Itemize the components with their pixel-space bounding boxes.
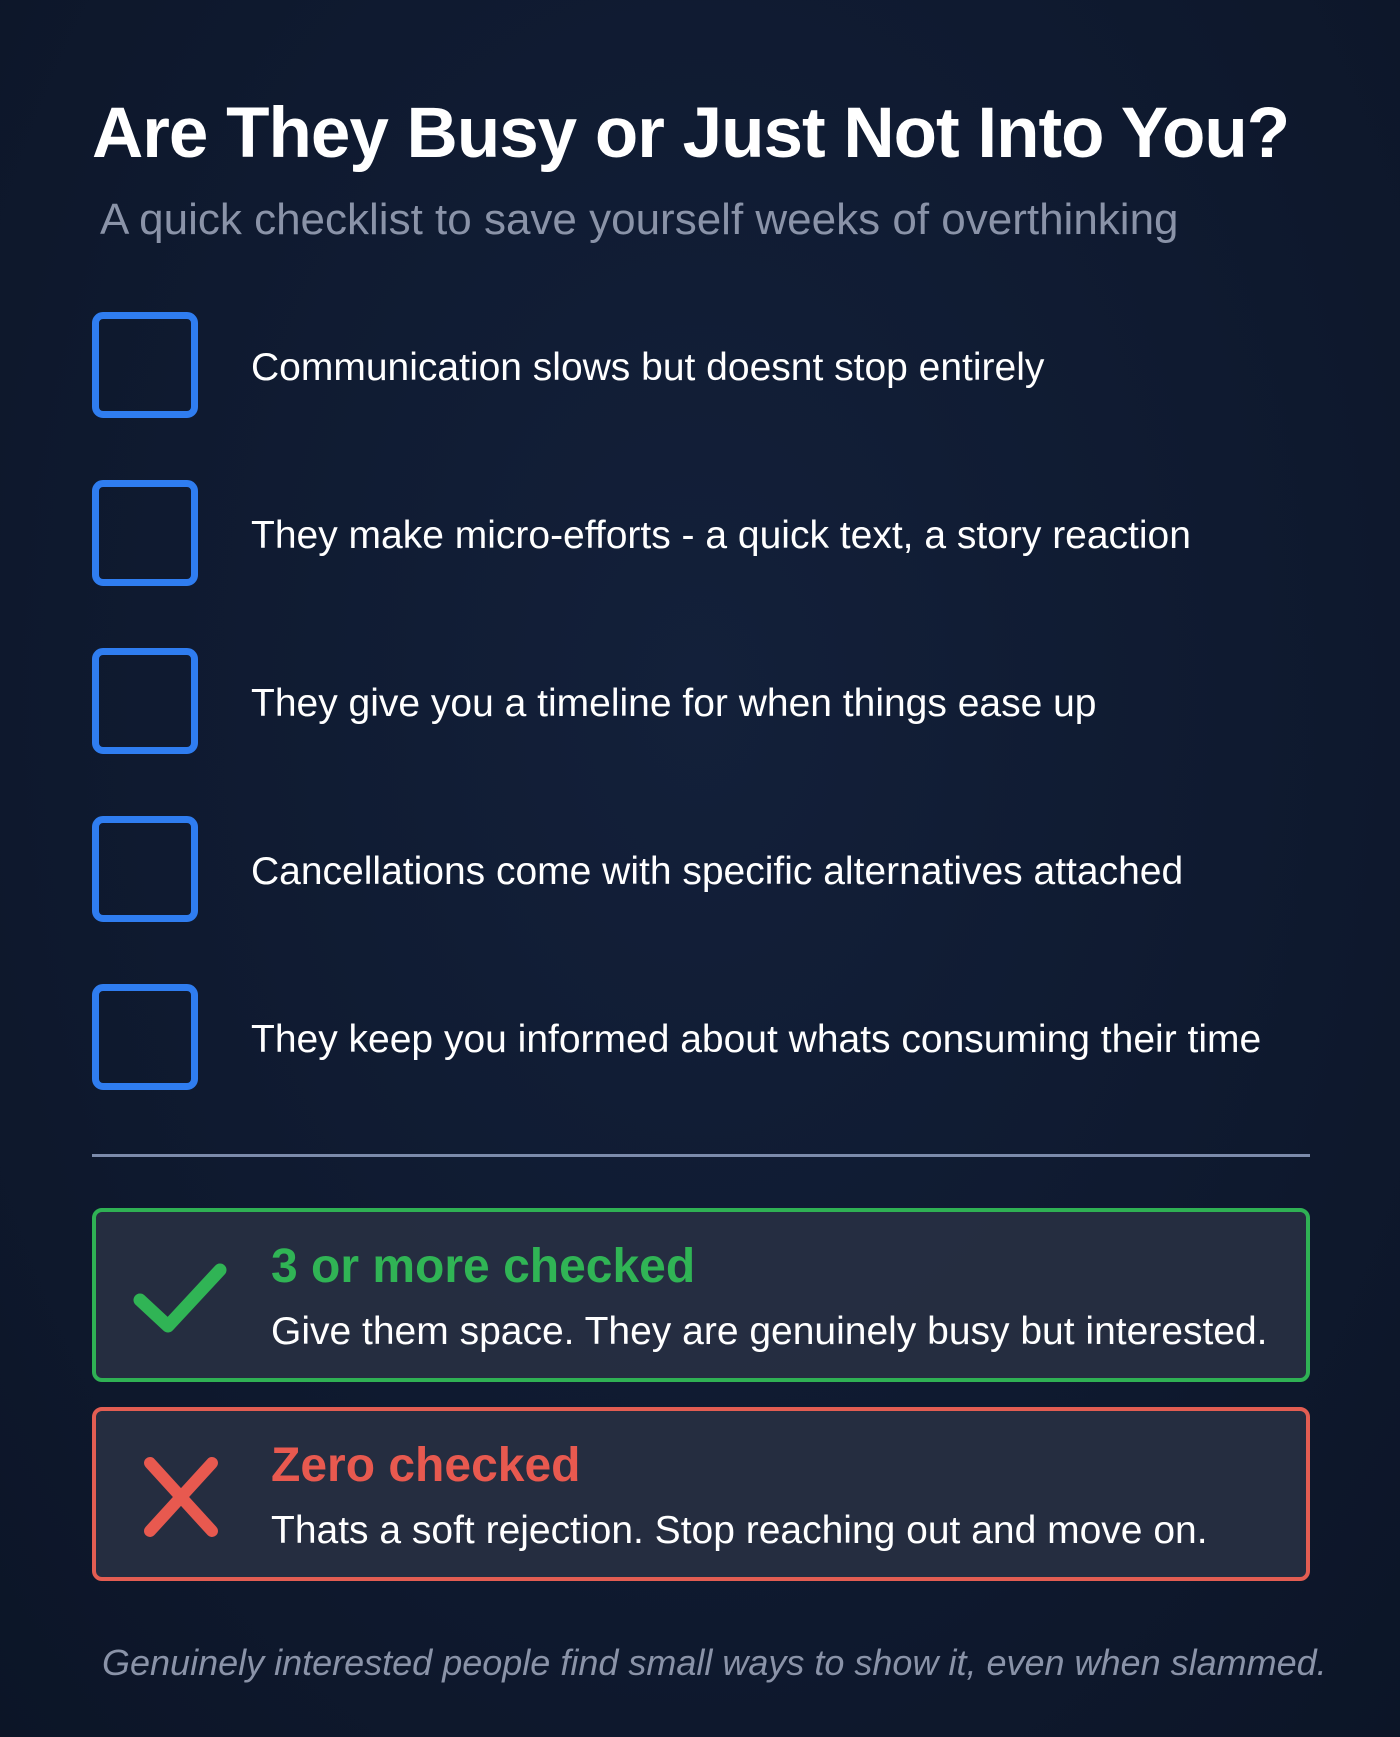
checkbox[interactable] [92, 816, 198, 922]
result-text: Give them space. They are genuinely busy but interested. [271, 1310, 1268, 1353]
x-icon [132, 1455, 228, 1539]
page-subtitle: A quick checklist to save yourself weeks of overthinking [100, 195, 1179, 244]
checkbox[interactable] [92, 312, 198, 418]
checklist-item-label: They give you a timeline for when things ease up [251, 682, 1097, 725]
checklist-item-label: They make micro-efforts - a quick text, a story reaction [251, 514, 1191, 557]
checklist-item-label: Communication slows but doesnt stop entirely [251, 346, 1045, 389]
result-box-good [92, 1208, 1310, 1382]
footer-note: Genuinely interested people find small ways to show it, even when slammed. [102, 1642, 1327, 1683]
checkmark-icon [132, 1256, 228, 1340]
result-heading: Zero checked [271, 1439, 581, 1492]
result-heading: 3 or more checked [271, 1240, 696, 1293]
checkbox[interactable] [92, 648, 198, 754]
checklist-item[interactable] [92, 984, 1322, 1102]
result-box-bad [92, 1407, 1310, 1581]
checklist-item-label: They keep you informed about whats consuming their time [251, 1018, 1262, 1061]
checklist-item[interactable] [92, 480, 1322, 598]
checklist-item[interactable] [92, 312, 1322, 430]
checklist-item-label: Cancellations come with specific alternatives attached [251, 850, 1184, 893]
result-text: Thats a soft rejection. Stop reaching out and move on. [271, 1509, 1208, 1552]
divider [92, 1154, 1310, 1157]
page-title: Are They Busy or Just Not Into You? [92, 94, 1290, 173]
checklist-item[interactable] [92, 816, 1322, 934]
checklist-item[interactable] [92, 648, 1322, 766]
checkbox[interactable] [92, 480, 198, 586]
checkbox[interactable] [92, 984, 198, 1090]
